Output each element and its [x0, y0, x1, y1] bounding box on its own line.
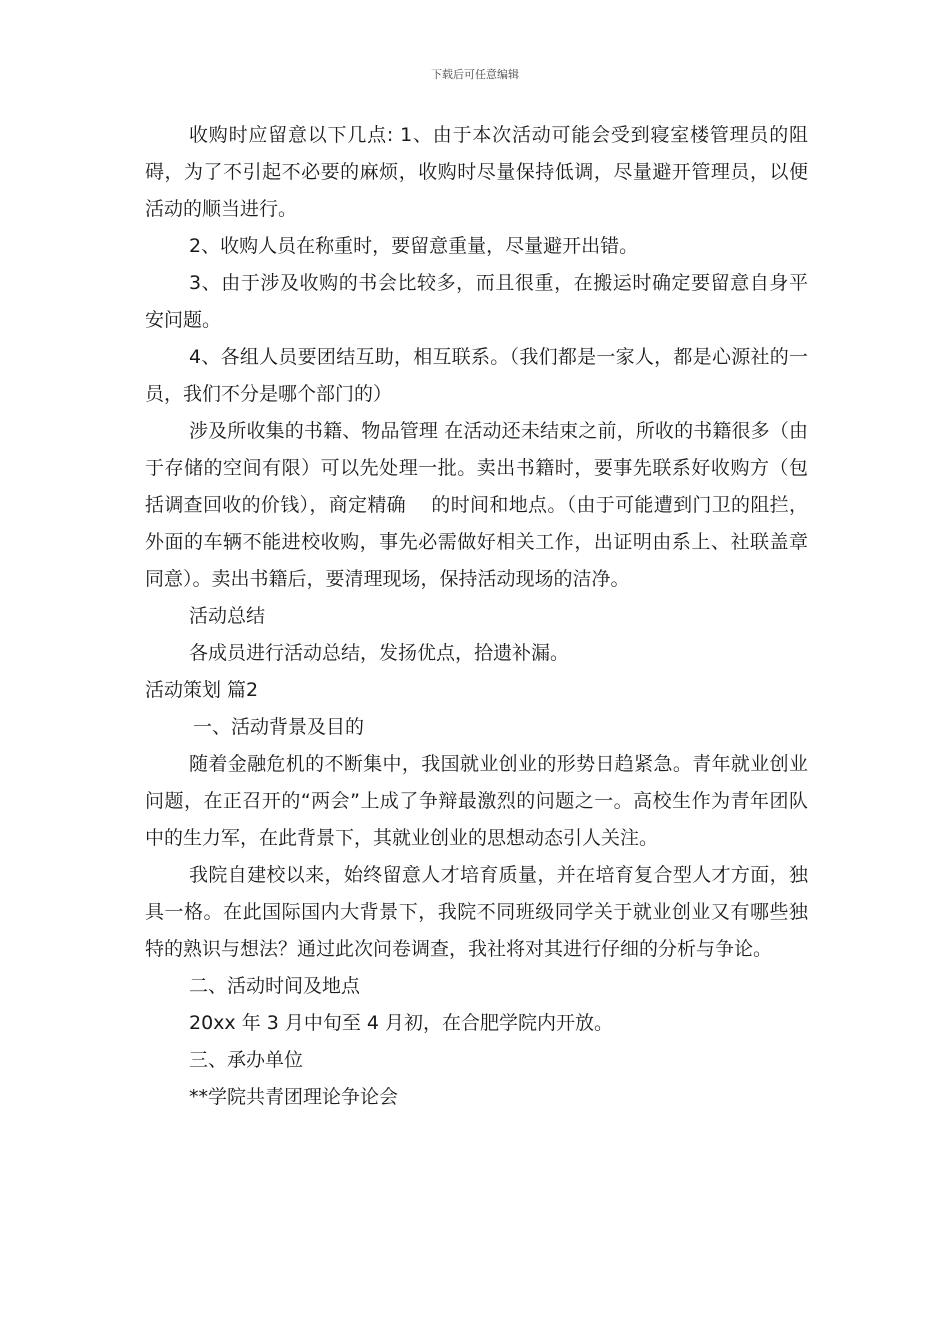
- heading-organizer: 三、承办单位: [189, 1049, 304, 1071]
- paragraph-teamwork: 4、各组人员要团结互助，相互联系。（我们都是一家人，都是心源社的一员，我们不分是哪个部门的）: [145, 346, 808, 405]
- page-header-note: 下载后可任意编辑: [431, 68, 519, 81]
- paragraph-organizer: **学院共青团理论争论会: [189, 1086, 399, 1108]
- heading-background: 一、活动背景及目的: [193, 716, 365, 738]
- paragraph-safety: 3、由于涉及收购的书会比较多，而且很重，在搬运时确定要留意自身平安问题。: [145, 272, 808, 331]
- paragraph-purchase-notes: 收购时应留意以下几点: 1、由于本次活动可能会受到寝室楼管理员的阻碍，为了不引起不必要的麻烦，收购时尽量保持低调，尽量避开管理员，以便活动的顺当进行。: [145, 124, 808, 220]
- paragraph-time-place: 20xx 年 3 月中旬至 4 月初，在合肥学院内开放。: [189, 1012, 614, 1034]
- paragraph-summary: 各成员进行活动总结，发扬优点，拾遗补漏。: [189, 642, 570, 664]
- heading-activity-summary: 活动总结: [189, 605, 266, 627]
- paragraph-book-management: 涉及所收集的书籍、物品管理 在活动还未结束之前，所收的书籍很多（由于存储的空间有限）可以先处理一批。卖出书籍时，要事先联系好收购方（包括调查回收的价钱），商定精确 的时间和地点。（由于可能遭到门卫的阻拦，外面的车辆不能进校收购，事先必需做好相关工作，出证明由系上、社联盖章同意）。卖出书籍后，要清理现场，保持活动现场的洁净。: [145, 420, 808, 590]
- paragraph-background-1: 随着金融危机的不断集中，我国就业创业的形势日趋紧急。青年就业创业问题，在正召开的“两会”上成了争辩最激烈的问题之一。高校生作为青年团队中的生力军，在此背景下，其就业创业的思想动态引人关注。: [145, 753, 808, 849]
- paragraph-weighing: 2、收购人员在称重时，要留意重量，尽量避开出错。: [189, 235, 639, 257]
- section-title-plan-2: 活动策划 篇2: [145, 679, 259, 701]
- paragraph-background-2: 我院自建校以来，始终留意人才培育质量，并在培育复合型人才方面，独具一格。在此国际国内大背景下，我院不同班级同学关于就业创业又有哪些独特的熟识与想法？通过此次问卷调查，我社将对其进行仔细的分析与争论。: [145, 864, 808, 960]
- document-body: [145, 117, 808, 1116]
- heading-time-place: 二、活动时间及地点: [189, 975, 361, 997]
